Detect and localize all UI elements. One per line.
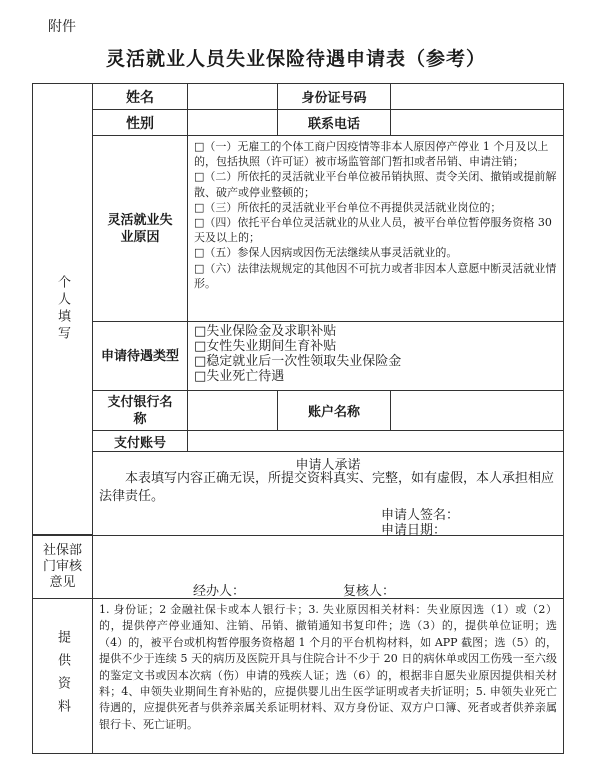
benefit-type-option-3[interactable]: □稳定就业后一次性领取失业保险金: [194, 354, 402, 369]
promise-text: 本表填写内容正确无误，所提交资料真实、完整，如有虚假，本人承担相应法律责任。: [99, 471, 555, 504]
reason-option-4[interactable]: □（四）依托平台单位灵活就业的从业人员，被平台单位暂停服务资格 30 天及以上的；: [194, 216, 552, 245]
benefit-type-options: [187, 321, 564, 391]
account-name-field[interactable]: [390, 390, 564, 431]
account-name-label: 账户名称: [277, 390, 391, 431]
personal-section-text: 个人填写: [55, 275, 70, 343]
review-opinion-field[interactable]: [92, 535, 564, 599]
phone-label: 联系电话: [277, 109, 391, 136]
reason-option-3[interactable]: □（三）所依托的灵活就业平台单位不再提供灵活就业岗位的；: [194, 200, 502, 214]
id-number-field[interactable]: [390, 83, 564, 110]
bank-name-field[interactable]: [187, 390, 278, 431]
application-date-label: 申请日期：: [381, 523, 447, 536]
name-label: 姓名: [92, 83, 188, 110]
attachment-label: 附件: [48, 19, 76, 35]
page-title: 灵活就业人员失业保险待遇申请表（参考）: [105, 48, 486, 70]
applicant-promise: [92, 451, 564, 536]
documents-list: 1. 身份证；2 金融社保卡或本人银行卡；3. 失业原因相关材料：失业原因选（1）或（2）的，提供停产停业通知、注销、吊销、撤销通知书复印件；选（3）的，提供单位证明；选（4）的，被平台或机构暂停服务资格超 1 个月的平台机构材料，如 APP 截图；选（5）的，提供不少于连续 5 天的病历及医院开具与住院合计不少于 20 日的病休单或因工伤残一至六级的鉴定文书或因本次病（伤）申请的残疾人证；选（6）的，根据非自愿失业原因提供相关材料；4、申领失业期间生育补贴的，应提供婴儿出生医学证明或者夫折证明；5. 申领失业死亡待遇的，应提供死者与供养亲属关系证明材料、双方身份证、双方户口簿、死者或者供养亲属银行卡、死亡证明。: [92, 598, 564, 754]
reason-option-1[interactable]: □（一）无雇工的个体工商户因疫情等非本人原因停产停业 1 个月及以上的，包括执照（许可证）被市场监管部门暂扣或者吊销、申请注销；: [194, 140, 549, 169]
benefit-type-option-4[interactable]: □失业死亡待遇: [194, 369, 285, 384]
reason-option-6[interactable]: □（六）法律法规规定的其他因不可抗力或者非因本人意愿中断灵活就业情形。: [194, 261, 557, 290]
documents-section-text: 提供资料: [55, 630, 70, 722]
bank-name-label: 支付银行名称: [92, 390, 188, 431]
reason-option-2[interactable]: □（二）所依托的灵活就业平台单位被吊销执照、责令关闭、撤销或提前解散、破产或停业整顿的；: [194, 170, 557, 199]
name-field[interactable]: [187, 83, 278, 110]
benefit-type-option-1[interactable]: □失业保险金及求职补贴: [194, 324, 337, 339]
documents-section-label: [32, 598, 93, 754]
reason-option-5[interactable]: □（五）参保人因病或因伤无法继续从事灵活就业的。: [194, 246, 458, 260]
phone-field[interactable]: [390, 109, 564, 136]
reason-label: 灵活就业失业原因: [92, 135, 188, 322]
id-number-label: 身份证号码: [277, 83, 391, 110]
review-section-label: 社保部门审核意见: [32, 535, 93, 599]
benefit-type-option-2[interactable]: □女性失业期间生育补贴: [194, 339, 337, 354]
promise-title: 申请人承诺: [295, 458, 361, 473]
reason-options: [187, 135, 564, 322]
personal-section-label: [32, 83, 93, 535]
applicant-signature-label: 申请人签名：: [381, 508, 460, 523]
account-number-field[interactable]: [187, 430, 564, 452]
gender-field[interactable]: [187, 109, 278, 136]
reviewer-label: 复核人：: [343, 584, 396, 599]
handler-label: 经办人：: [193, 584, 246, 599]
gender-label: 性别: [92, 109, 188, 136]
benefit-type-label: 申请待遇类型: [92, 321, 188, 391]
account-number-label: 支付账号: [92, 430, 188, 452]
